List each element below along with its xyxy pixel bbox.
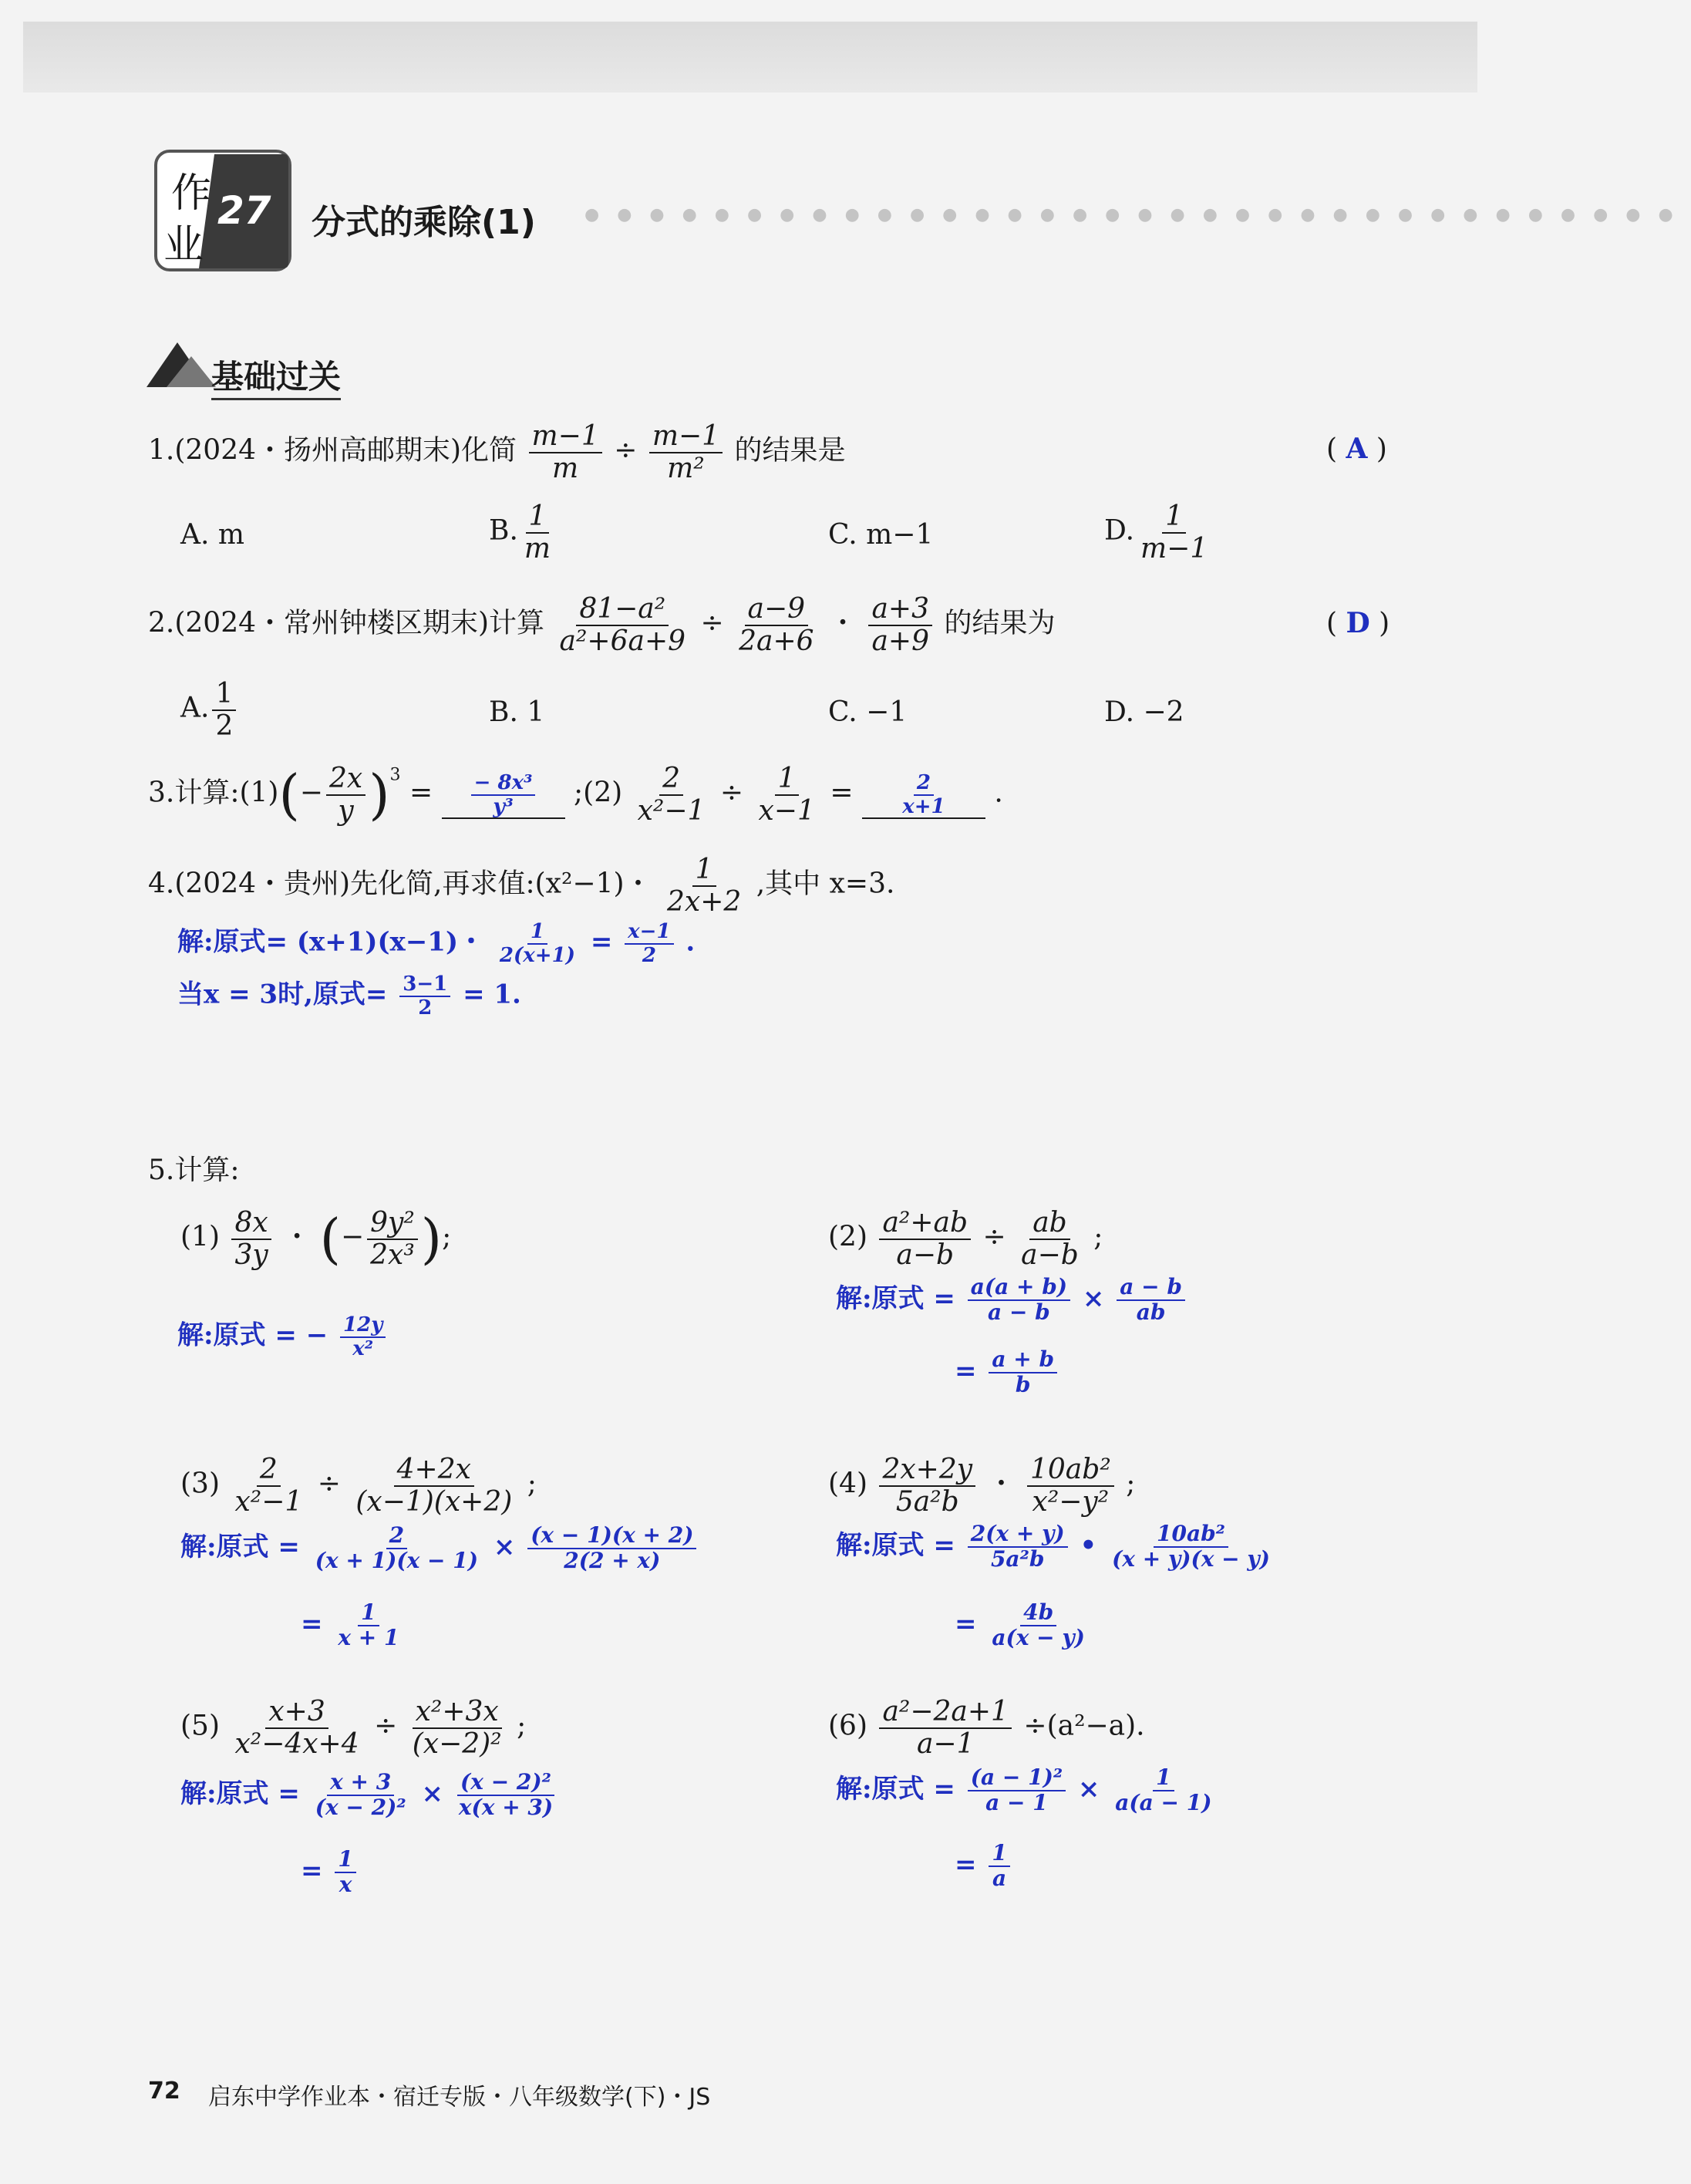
q5-part-4: (4) $\frac{2x+2y}{\text{5a²b}}$ ・ $\frac{\text{10ab²}}{\text{x²−y²}}$ ; — [828, 1454, 1136, 1518]
question-2: 2.(2024・常州钟楼区期末)计算 $\frac{\text{81−a²}}{\text{a²+6a+9}}$ ÷ $\frac{a-9}{2a+6}$ ・ $\frac{a+3}{a+9}$ 的结果为 — [148, 593, 1056, 657]
q5-part-2-solution-2: = $\frac{a + b}{b}$ — [955, 1348, 1060, 1397]
question-4: 4.(2024・贵州)先化简,再求值:(x²−1)・ $\frac{1}{2x+2}$ ,其中 x=3. — [148, 854, 895, 918]
answer-1: A — [1346, 433, 1368, 465]
page-number: 72 — [148, 2078, 180, 2105]
option-1a: A. m — [180, 519, 245, 551]
q5-part-6-solution-1: 解:原式 = $\frac{\text{(a − 1)²}}{a - 1}$ × $\frac{1}{a(a - 1)}$ — [836, 1764, 1212, 1815]
option-2c: C. −1 — [828, 696, 908, 728]
q4-solution-line-1: 解:原式= (x+1)(x−1)・ $\frac{1}{2(x+1)}$ = $\frac{x-1}{2}$ . — [177, 920, 696, 967]
q5-part-5-solution-1: 解:原式 = $\frac{x + 3}{\text{(x − 2)²}}$ × $\frac{\text{(x − 2)²}}{x(x + 3)}$ — [180, 1769, 554, 1820]
q5-part-6-solution-2: = $\frac{1}{a}$ — [955, 1842, 1013, 1891]
question-5-heading: 5.计算: — [148, 1154, 240, 1186]
q5-part-5: (5) $\frac{x+3}{\text{x²−4x+4}}$ ÷ $\frac{\text{x²+3x}}{\text{(x−2)²}}$ ; — [180, 1696, 527, 1760]
q5-part-3: (3) $\frac{2}{\text{x²−1}}$ ÷ $\frac{4+2x}{(x-1)(x+2)}$ ; — [180, 1454, 537, 1518]
footer-text: 启东中学作业本・宿迁专版・八年级数学(下)・JS — [208, 2084, 711, 2111]
option-2a: A. $\frac{1}{2}$ — [180, 679, 239, 741]
q5-part-1-solution: 解:原式 = − $\frac{12y}{\text{x²}}$ — [177, 1314, 389, 1360]
option-1b: B. $\frac{1}{m}$ — [489, 501, 551, 565]
option-2b: B. 1 — [489, 696, 545, 728]
option-1c: C. m−1 — [828, 519, 934, 551]
q5-part-5-solution-2: = $\frac{1}{x}$ — [301, 1848, 359, 1897]
answer-2: D — [1346, 607, 1370, 639]
option-2d: D. −2 — [1104, 696, 1184, 728]
q5-part-2: (2) $\frac{\text{a²+ab}}{a-b}$ ÷ $\frac{ab}{a-b}$ ; — [828, 1207, 1103, 1271]
q5-part-2-solution-1: 解:原式 = $\frac{a(a + b)}{a - b}$ × $\frac{a - b}{ab}$ — [836, 1276, 1188, 1325]
q5-part-6: (6) $\frac{\text{a²−2a+1}}{a-1}$ ÷(a²−a). — [828, 1696, 1145, 1760]
section-triangle-icon — [147, 339, 216, 393]
q4-solution-line-2: 当x = 3时,原式= $\frac{3-1}{2}$ = 1. — [177, 972, 521, 1020]
q5-part-3-solution-1: 解:原式 = $\frac{2}{(x + 1)(x - 1)}$ × $\frac{(x - 1)(x + 2)}{2(2 + x)}$ — [180, 1524, 699, 1573]
badge-number: 27 — [217, 188, 271, 233]
top-scan-band — [23, 22, 1477, 93]
q5-part-3-solution-2: = $\frac{1}{x + 1}$ — [301, 1599, 399, 1650]
title-dot-leader: ●●●●●●●●●●●●●●●●●●●●●●●●●●●●●●●●●● — [584, 205, 1691, 224]
answer-bracket-1: ( A ) — [1326, 433, 1387, 465]
badge-top-char: 作 — [171, 170, 212, 217]
section-title: 基础过关 — [211, 352, 341, 400]
question-3: 3.计算:(1)(− $\frac{2x}{y}$ )$^3$ = $\frac{\text{− 8x³}}{\text{y³}}$ ;(2) $\frac{2}{\text{x²−1}}$ ÷ $\frac{1}{x-1}$ = $\frac{2}{x+1}$ . — [148, 763, 1003, 827]
q5-part-4-solution-1: 解:原式 = $\frac{2(x + y)}{\text{5a²b}}$ • $\frac{\text{10ab²}}{(x + y)(x - y)}$ — [836, 1521, 1270, 1572]
badge-bottom-char: 业 — [163, 222, 204, 268]
option-1d: D. $\frac{1}{m-1}$ — [1104, 501, 1208, 565]
page-title: 分式的乘除(1) — [312, 203, 536, 242]
question-1: 1.(2024・扬州高邮期末)化简 $\frac{m-1}{m}$ ÷ $\frac{m-1}{\text{m²}}$ 的结果是 — [148, 420, 846, 484]
q5-part-4-solution-2: = $\frac{4b}{a(x - y)}$ — [955, 1599, 1085, 1650]
q5-part-1: (1) $\frac{8x}{3y}$ ・ (− $\frac{\text{9y²}}{\text{2x³}}$ ); — [180, 1207, 452, 1271]
answer-bracket-2: ( D ) — [1326, 607, 1390, 639]
